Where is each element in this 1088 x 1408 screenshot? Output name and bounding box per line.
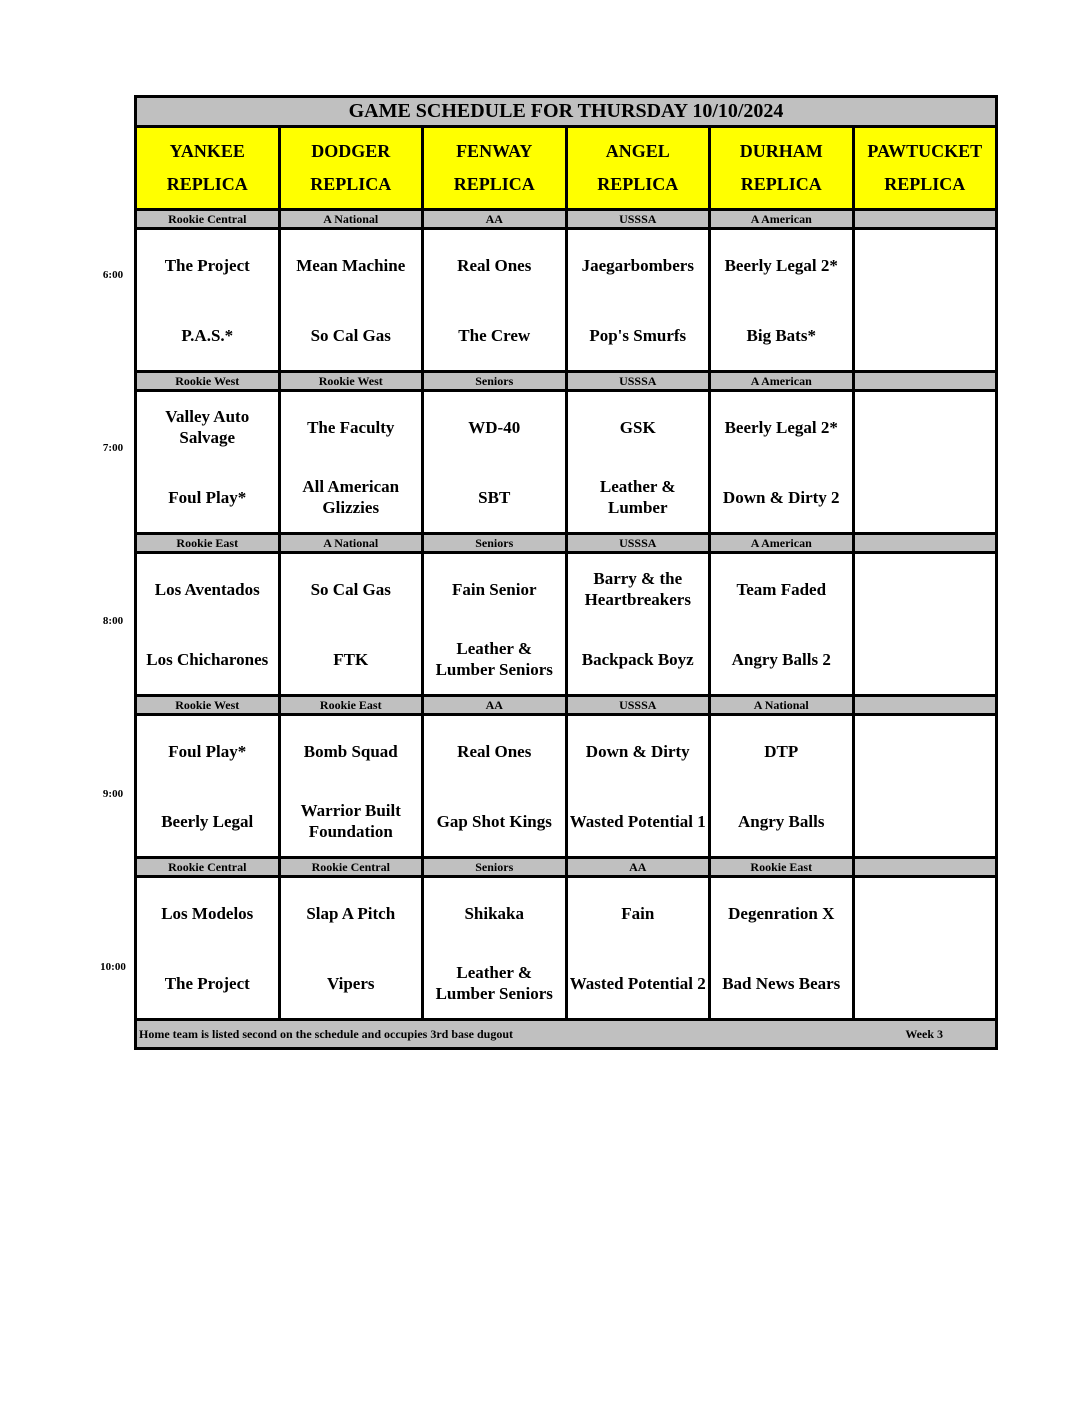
field-type: REPLICA: [453, 174, 535, 194]
home-team-cell: [853, 300, 997, 372]
away-team-cell: The Faculty: [279, 391, 423, 463]
schedule-title: GAME SCHEDULE FOR THURSDAY 10/10/2024: [136, 97, 997, 127]
home-team-cell: P.A.S.*: [136, 300, 280, 372]
field-name: DURHAM: [739, 141, 823, 161]
away-team-row: [136, 715, 997, 787]
home-team-cell: The Project: [136, 948, 280, 1020]
home-team-cell: Foul Play*: [136, 462, 280, 534]
field-type: REPLICA: [884, 174, 966, 194]
away-team-cell: [853, 391, 997, 463]
away-team-cell: WD-40: [423, 391, 567, 463]
time-label: 7:00: [102, 442, 124, 454]
home-team-cell: All American Glizzies: [279, 462, 423, 534]
time-label: 10:00: [100, 961, 126, 973]
division-cell: USSSA: [566, 210, 710, 229]
division-cell: Rookie East: [279, 696, 423, 715]
away-team-cell: [853, 229, 997, 301]
away-team-cell: Jaegarbombers: [566, 229, 710, 301]
title-row: [136, 97, 997, 127]
division-cell: A National: [279, 534, 423, 553]
away-team-cell: GSK: [566, 391, 710, 463]
division-cell: USSSA: [566, 372, 710, 391]
away-team-cell: Los Aventados: [136, 553, 280, 625]
field-type: REPLICA: [166, 174, 248, 194]
division-cell: A American: [710, 210, 854, 229]
away-team-cell: Real Ones: [423, 715, 567, 787]
field-name: ANGEL: [605, 141, 670, 161]
division-row: [136, 210, 997, 229]
home-team-cell: So Cal Gas: [279, 300, 423, 372]
division-row: [136, 858, 997, 877]
division-cell: [853, 210, 997, 229]
division-cell: [853, 534, 997, 553]
away-team-cell: Fain: [566, 877, 710, 949]
division-cell: USSSA: [566, 534, 710, 553]
home-team-cell: [853, 948, 997, 1020]
field-type: REPLICA: [597, 174, 679, 194]
home-team-cell: Leather & Lumber Seniors: [423, 624, 567, 696]
time-label: 6:00: [102, 269, 124, 281]
away-team-cell: Down & Dirty: [566, 715, 710, 787]
field-header-3: [566, 127, 710, 210]
home-team-cell: Bad News Bears: [710, 948, 854, 1020]
division-cell: Seniors: [423, 534, 567, 553]
home-team-cell: Wasted Potential 1: [566, 786, 710, 858]
home-team-row: [136, 300, 997, 372]
home-team-row: [136, 624, 997, 696]
division-cell: USSSA: [566, 696, 710, 715]
home-team-cell: Backpack Boyz: [566, 624, 710, 696]
away-team-cell: [853, 877, 997, 949]
field-name: PAWTUCKET: [867, 141, 983, 161]
field-name: DODGER: [311, 141, 391, 161]
footer-row: [136, 1020, 997, 1049]
home-team-cell: Pop's Smurfs: [566, 300, 710, 372]
footer-note: Home team is listed second on the schedule and occupies 3rd base dugout: [139, 1026, 514, 1041]
home-team-cell: Angry Balls 2: [710, 624, 854, 696]
week-label: Week 3: [905, 1026, 943, 1041]
schedule-table-container: [134, 95, 998, 1050]
away-team-cell: [853, 553, 997, 625]
division-cell: A National: [710, 696, 854, 715]
away-team-cell: Team Faded: [710, 553, 854, 625]
away-team-cell: Los Modelos: [136, 877, 280, 949]
home-team-cell: [853, 624, 997, 696]
division-row: [136, 372, 997, 391]
home-team-cell: Angry Balls: [710, 786, 854, 858]
home-team-cell: FTK: [279, 624, 423, 696]
division-cell: A American: [710, 534, 854, 553]
away-team-cell: DTP: [710, 715, 854, 787]
home-team-cell: Big Bats*: [710, 300, 854, 372]
division-row: [136, 534, 997, 553]
field-header-0: [136, 127, 280, 210]
field-header-2: [423, 127, 567, 210]
division-cell: Rookie Central: [279, 858, 423, 877]
division-cell: Rookie East: [136, 534, 280, 553]
home-team-cell: [853, 462, 997, 534]
time-label: 9:00: [102, 788, 124, 800]
division-cell: AA: [423, 696, 567, 715]
home-team-row: [136, 786, 997, 858]
away-team-cell: Beerly Legal 2*: [710, 391, 854, 463]
division-cell: A National: [279, 210, 423, 229]
division-cell: AA: [566, 858, 710, 877]
division-cell: Rookie Central: [136, 210, 280, 229]
away-team-cell: Slap A Pitch: [279, 877, 423, 949]
away-team-cell: The Project: [136, 229, 280, 301]
home-team-cell: Beerly Legal: [136, 786, 280, 858]
home-team-cell: Leather & Lumber Seniors: [423, 948, 567, 1020]
away-team-row: [136, 391, 997, 463]
field-header-1: [279, 127, 423, 210]
division-cell: Seniors: [423, 372, 567, 391]
home-team-cell: Leather & Lumber: [566, 462, 710, 534]
away-team-cell: [853, 715, 997, 787]
away-team-cell: Valley Auto Salvage: [136, 391, 280, 463]
field-header-row: [136, 127, 997, 210]
home-team-cell: Wasted Potential 2: [566, 948, 710, 1020]
division-cell: [853, 858, 997, 877]
home-team-cell: Vipers: [279, 948, 423, 1020]
division-row: [136, 696, 997, 715]
division-cell: A American: [710, 372, 854, 391]
division-cell: Seniors: [423, 858, 567, 877]
away-team-cell: Fain Senior: [423, 553, 567, 625]
division-cell: [853, 696, 997, 715]
away-team-cell: Beerly Legal 2*: [710, 229, 854, 301]
time-label: 8:00: [102, 615, 124, 627]
home-team-cell: Warrior Built Foundation: [279, 786, 423, 858]
away-team-row: [136, 229, 997, 301]
away-team-cell: Bomb Squad: [279, 715, 423, 787]
home-team-cell: Down & Dirty 2: [710, 462, 854, 534]
home-team-row: [136, 462, 997, 534]
schedule-table: [134, 95, 998, 1050]
away-team-cell: Degenration X: [710, 877, 854, 949]
away-team-row: [136, 877, 997, 949]
home-team-cell: Gap Shot Kings: [423, 786, 567, 858]
division-cell: Rookie West: [136, 696, 280, 715]
away-team-cell: So Cal Gas: [279, 553, 423, 625]
home-team-cell: Los Chicharones: [136, 624, 280, 696]
home-team-cell: The Crew: [423, 300, 567, 372]
away-team-cell: Shikaka: [423, 877, 567, 949]
field-type: REPLICA: [740, 174, 822, 194]
away-team-cell: Mean Machine: [279, 229, 423, 301]
field-header-4: [710, 127, 854, 210]
away-team-cell: Real Ones: [423, 229, 567, 301]
field-name: FENWAY: [456, 141, 533, 161]
division-cell: Rookie West: [136, 372, 280, 391]
home-team-cell: [853, 786, 997, 858]
field-name: YANKEE: [169, 141, 245, 161]
division-cell: [853, 372, 997, 391]
home-team-cell: SBT: [423, 462, 567, 534]
home-team-row: [136, 948, 997, 1020]
division-cell: AA: [423, 210, 567, 229]
division-cell: Rookie East: [710, 858, 854, 877]
division-cell: Rookie Central: [136, 858, 280, 877]
field-header-5: [853, 127, 997, 210]
away-team-cell: Foul Play*: [136, 715, 280, 787]
division-cell: Rookie West: [279, 372, 423, 391]
footer-cell: [136, 1020, 997, 1049]
away-team-row: [136, 553, 997, 625]
field-type: REPLICA: [310, 174, 392, 194]
away-team-cell: Barry & the Heartbreakers: [566, 553, 710, 625]
